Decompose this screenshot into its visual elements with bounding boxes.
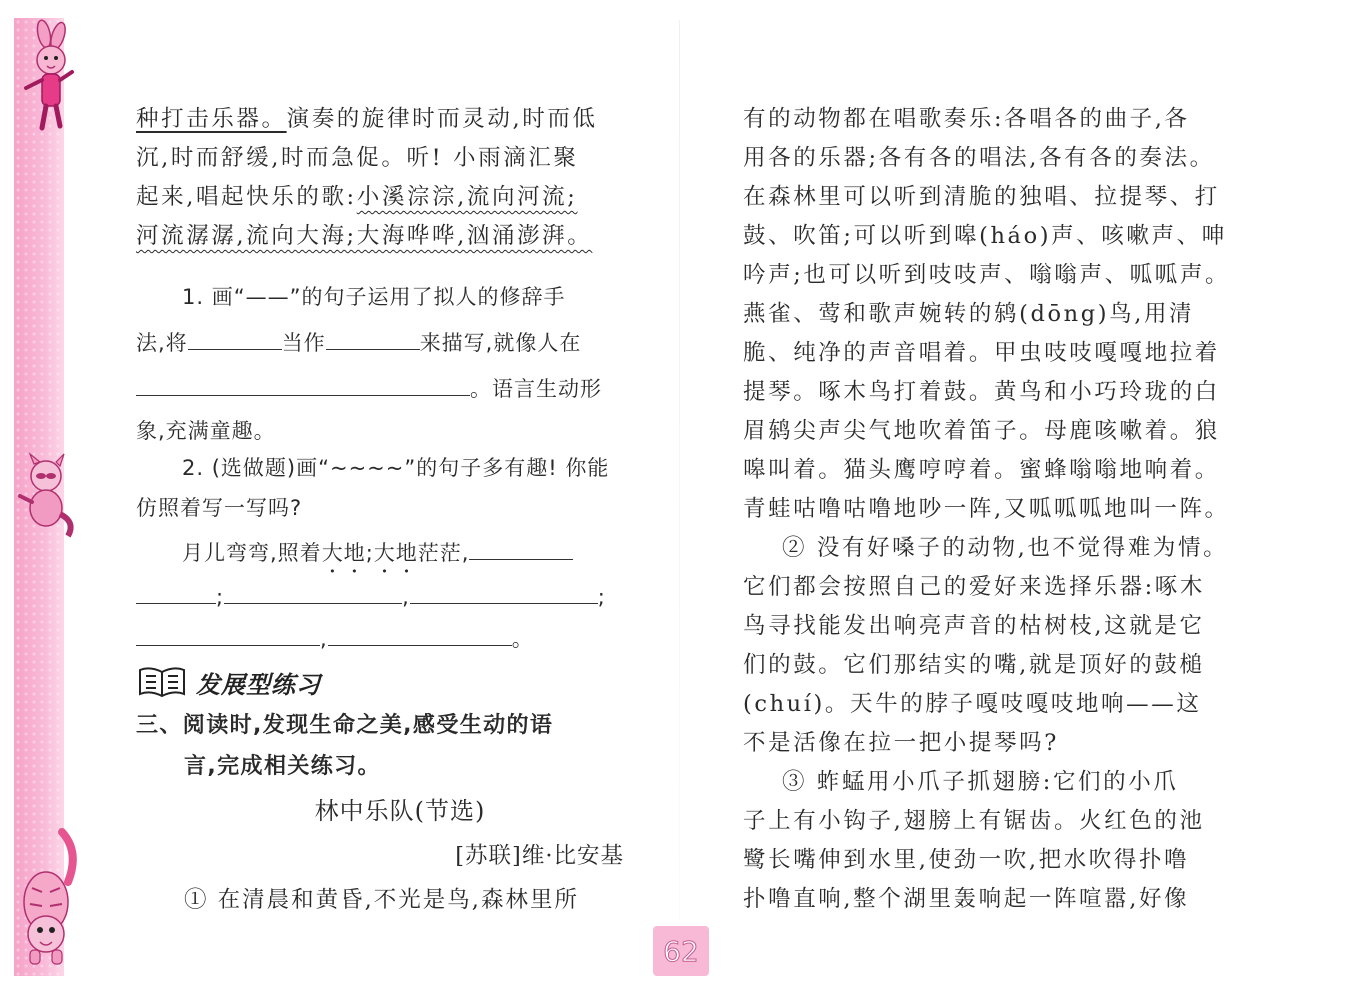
story-title: 林中乐队(节选) — [314, 797, 486, 825]
paragraph-line: 青蛙咕噜咕噜地吵一阵,又呱呱呱地叫一阵。 — [743, 496, 1230, 522]
paragraph-line: ③ 蚱蜢用小爪子抓翅膀:它们的小爪 — [743, 769, 1179, 795]
left-page — [136, 100, 624, 660]
question-1-line: 法,将 当作 来描写,就像人在 — [136, 320, 624, 366]
paragraph-line: 嗥叫着。猫头鹰哼哼着。蜜蜂嗡嗡地响着。 — [743, 457, 1220, 483]
reading-task — [136, 706, 624, 922]
paragraph-line: 们的鼓。它们那结实的嘴,就是顶好的鼓槌 — [743, 652, 1205, 678]
answer-blank[interactable] — [136, 371, 470, 396]
answer-blank[interactable] — [136, 579, 216, 604]
paragraph-line: 鼓、吹笛;可以听到嗥(háo)声、咳嗽声、呻 — [743, 223, 1227, 249]
paragraph-line: 有的动物都在唱歌奏乐:各唱各的曲子,各 — [743, 106, 1190, 132]
paragraph-line: ② 没有好嗓子的动物,也不觉得难为情。 — [743, 535, 1229, 561]
passage-line: 沉,时而舒缓,时而急促。听! 小雨滴汇聚 — [136, 145, 579, 171]
question-1-line: 象,充满童趣。 — [136, 419, 276, 443]
answer-line: ; , ; — [136, 576, 624, 618]
paragraph-line: 鹭长嘴伸到水里,使劲一吹,把水吹得扑噜 — [743, 847, 1190, 873]
paragraph-line: 吟声;也可以听到吱吱声、嗡嗡声、呱呱声。 — [743, 262, 1231, 288]
answer-blank[interactable] — [136, 621, 320, 646]
answer-blank[interactable] — [410, 579, 598, 604]
raccoon-mascot-icon — [10, 452, 80, 542]
example-line: 月儿弯弯,照着大地;大地茫茫, — [136, 530, 624, 576]
paragraph-line: (chuí)。天牛的脖子嘎吱嘎吱地响——这 — [743, 691, 1202, 717]
book-icon — [136, 664, 188, 700]
story-author: [苏联]维·比安基 — [455, 843, 624, 869]
paragraph-line: ① 在清晨和黄昏,不光是鸟,森林里所 — [184, 887, 579, 913]
right-page — [743, 100, 1233, 919]
passage-line: 种打击乐器。演奏的旋律时而灵动,时而低 — [136, 106, 598, 132]
question-1-line: 。语言生动形 — [136, 366, 624, 412]
answer-blank[interactable] — [326, 325, 420, 350]
page-number-badge: 62 — [653, 926, 709, 976]
wavy-sentence: 小溪淙淙,流向河流; — [356, 184, 578, 210]
passage-line: 起来,唱起快乐的歌:小溪淙淙,流向河流; — [136, 184, 578, 210]
question-2-line: 2. (选做题)画“~~~~”的句子多有趣! 你能 — [182, 456, 610, 480]
paragraph-line: 扑噜直响,整个湖里轰响起一阵喧嚣,好像 — [743, 886, 1190, 912]
answer-line: , 。 — [136, 618, 624, 660]
rabbit-mascot-icon — [12, 18, 82, 136]
paragraph-line: 它们都会按照自己的爱好来选择乐器:啄木 — [743, 574, 1205, 600]
tiger-mascot-icon — [10, 822, 84, 970]
task-instruction: 言,完成相关练习。 — [184, 754, 381, 779]
section-title: 发展型练习 — [196, 670, 321, 699]
section-heading — [136, 664, 321, 700]
task-instruction: 三、阅读时,发现生命之美,感受生动的语 — [136, 713, 554, 738]
answer-blank[interactable] — [188, 325, 282, 350]
paragraph-line: 提琴。啄木鸟打着鼓。黄鸟和小巧玲珑的白 — [743, 379, 1220, 405]
paragraph-line: 在森林里可以听到清脆的独唱、拉提琴、打 — [743, 184, 1220, 210]
paragraph-line: 用各的乐器;各有各的唱法,各有各的奏法。 — [743, 145, 1215, 171]
paragraph-line: 燕雀、莺和歌声婉转的鸫(dōng)鸟,用清 — [743, 301, 1195, 327]
question-1-line: 1. 画“——”的句子运用了拟人的修辞手 — [182, 285, 566, 309]
answer-blank[interactable] — [469, 535, 573, 560]
paragraph-line: 鸟寻找能发出响亮声音的枯树枝,这就是它 — [743, 613, 1205, 639]
wavy-sentence: 河流潺潺,流向大海;大海哗哗,汹涌澎湃。 — [136, 223, 593, 249]
paragraph-line: 脆、纯净的声音唱着。甲虫吱吱嘎嘎地拉着 — [743, 340, 1220, 366]
answer-blank[interactable] — [328, 621, 512, 646]
paragraph-line: 子上有小钩子,翅膀上有锯齿。火红色的池 — [743, 808, 1205, 834]
paragraph-line: 眉鸫尖声尖气地吹着笛子。母鹿咳嗽着。狼 — [743, 418, 1220, 444]
answer-blank[interactable] — [224, 579, 402, 604]
underlined-sentence: 种打击乐器。 — [136, 106, 287, 132]
question-2-line: 仿照着写一写吗? — [136, 496, 303, 520]
page-gutter — [679, 20, 680, 920]
paragraph-line: 不是活像在拉一把小提琴吗? — [743, 730, 1059, 756]
